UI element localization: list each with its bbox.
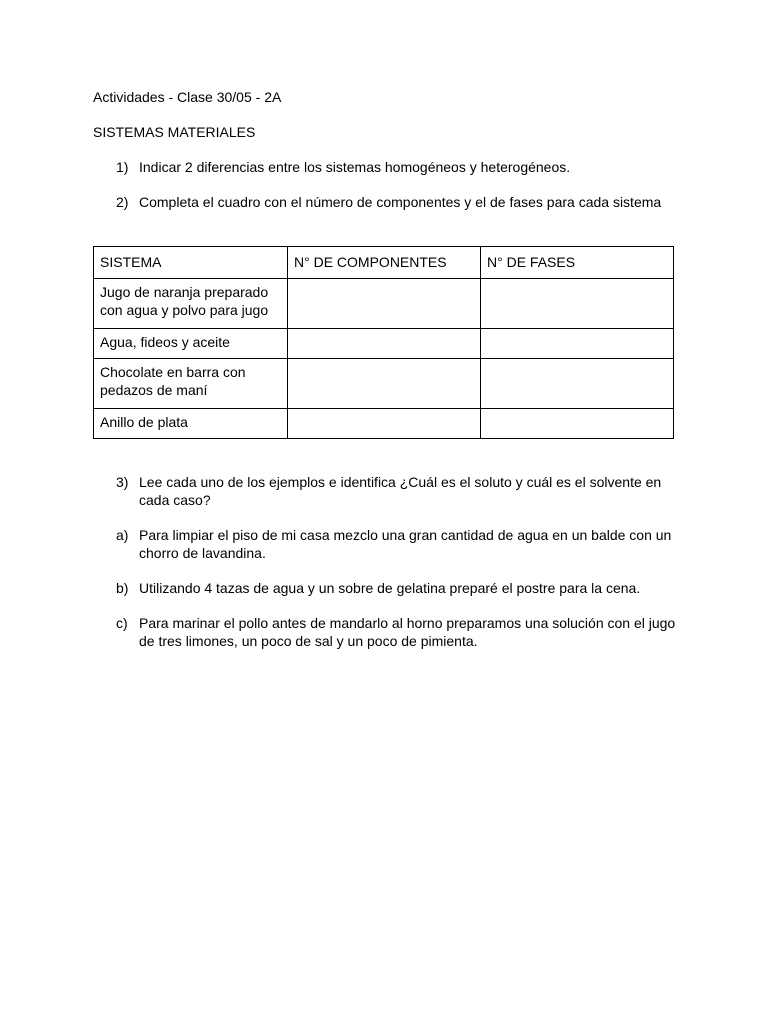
section-heading: SISTEMAS MATERIALES bbox=[93, 124, 256, 140]
phases-cell[interactable] bbox=[481, 329, 674, 359]
header-sistema: SISTEMA bbox=[94, 247, 288, 279]
phases-cell[interactable] bbox=[481, 279, 674, 329]
question-number: 2) bbox=[116, 194, 129, 210]
phases-cell[interactable] bbox=[481, 409, 674, 439]
header-componentes: N° DE COMPONENTES bbox=[288, 247, 481, 279]
phases-cell[interactable] bbox=[481, 359, 674, 409]
page-title: Actividades - Clase 30/05 - 2A bbox=[93, 89, 282, 105]
table-row bbox=[94, 409, 674, 439]
table-header-row bbox=[94, 247, 674, 279]
example-letter: a) bbox=[116, 527, 129, 543]
question-text: Lee cada uno de los ejemplos e identifica ¿Cuál es el soluto y cuál es el solvente en cada caso? bbox=[139, 474, 662, 508]
example-text: Para marinar el pollo antes de mandarlo al horno preparamos una solución con el jugo de tres limones, un poco de sal y un poco de pimienta. bbox=[139, 615, 676, 649]
systems-table bbox=[93, 246, 674, 439]
question-text: Completa el cuadro con el número de componentes y el de fases para cada sistema bbox=[139, 194, 662, 210]
system-cell: Agua, fideos y aceite bbox=[94, 329, 288, 359]
question-number: 3) bbox=[116, 474, 129, 490]
components-cell[interactable] bbox=[288, 409, 481, 439]
components-cell[interactable] bbox=[288, 329, 481, 359]
question-number: 1) bbox=[116, 159, 129, 175]
example-letter: b) bbox=[116, 580, 129, 596]
example-text: Utilizando 4 tazas de agua y un sobre de gelatina preparé el postre para la cena. bbox=[139, 580, 641, 596]
question-text: Indicar 2 diferencias entre los sistemas homogéneos y heterogéneos. bbox=[139, 159, 571, 175]
example-text: Para limpiar el piso de mi casa mezclo una gran cantidad de agua en un balde con un chorro de lavandina. bbox=[139, 527, 672, 561]
example-letter: c) bbox=[116, 615, 128, 631]
table-row bbox=[94, 359, 674, 409]
table-row bbox=[94, 329, 674, 359]
system-cell: Chocolate en barra con pedazos de maní bbox=[94, 359, 288, 409]
components-cell[interactable] bbox=[288, 279, 481, 329]
header-fases: N° DE FASES bbox=[481, 247, 674, 279]
system-cell: Anillo de plata bbox=[94, 409, 288, 439]
table-row bbox=[94, 279, 674, 329]
components-cell[interactable] bbox=[288, 359, 481, 409]
system-cell: Jugo de naranja preparado con agua y polvo para jugo bbox=[94, 279, 288, 329]
